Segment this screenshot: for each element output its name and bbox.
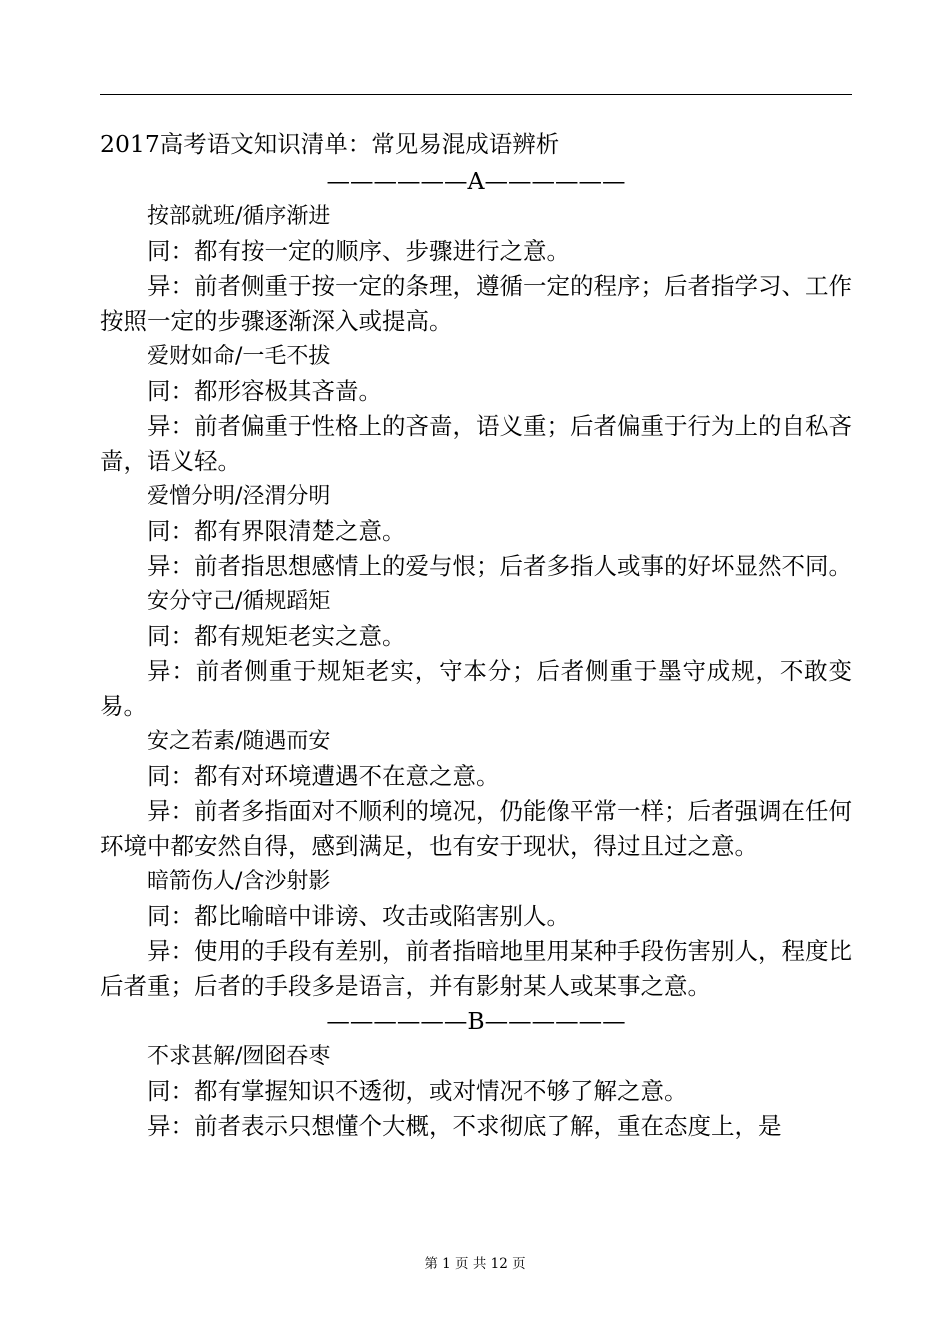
diff-label: 异： (147, 412, 194, 440)
diff-paragraph (100, 654, 852, 724)
same-paragraph (100, 514, 852, 549)
entry-heading: 爱财如命/一毛不拔 (147, 344, 331, 369)
entry (100, 479, 852, 584)
same-text: 都比喻暗中诽谤、攻击或陷害别人。 (194, 902, 570, 930)
entry (100, 199, 852, 339)
entry-heading: 按部就班/循序渐进 (147, 204, 331, 229)
diff-text: 前者侧重于按一定的条理，遵循一定的程序；后者指学习、工作按照一定的步骤逐渐深入或提高。 (100, 272, 852, 335)
entry-heading: 安分守己/循规蹈矩 (147, 589, 331, 614)
diff-text: 前者偏重于性格上的吝啬，语义重；后者偏重于行为上的自私吝啬，语义轻。 (100, 412, 852, 475)
same-label: 同： (147, 622, 194, 650)
document-body (100, 124, 852, 1144)
same-paragraph (100, 899, 852, 934)
entry (100, 339, 852, 479)
same-paragraph (100, 759, 852, 794)
section-divider-a: ——————A—————— (326, 167, 626, 195)
page-footer: 第 1 页 共 12 页 (424, 1256, 526, 1272)
diff-text: 前者多指面对不顺利的境况，仍能像平常一样；后者强调在任何环境中都安然自得，感到满足，也有安于现状，得过且过之意。 (100, 797, 852, 860)
diff-paragraph (100, 549, 852, 584)
entry-heading: 不求甚解/囫囵吞枣 (147, 1044, 331, 1069)
section-divider-b: ——————B—————— (326, 1007, 626, 1035)
same-text: 都有对环境遭遇不在意之意。 (194, 762, 500, 790)
entry-heading: 安之若素/随遇而安 (147, 729, 331, 754)
header-rule (100, 94, 852, 95)
same-paragraph (100, 234, 852, 269)
entry (100, 584, 852, 724)
diff-paragraph (100, 934, 852, 1004)
same-paragraph (100, 619, 852, 654)
diff-label: 异： (147, 552, 194, 580)
same-label: 同： (147, 762, 194, 790)
page-title: 2017高考语文知识清单：常见易混成语辨析 (100, 130, 560, 158)
same-label: 同： (147, 517, 194, 545)
same-paragraph (100, 374, 852, 409)
diff-paragraph (100, 794, 852, 864)
same-label: 同： (147, 377, 194, 405)
diff-paragraph (100, 1109, 852, 1144)
entry (100, 864, 852, 1004)
entry (100, 1039, 852, 1144)
diff-text: 使用的手段有差别，前者指暗地里用某种手段伤害别人，程度比后者重；后者的手段多是语言，并有影射某人或某事之意。 (100, 937, 852, 1000)
diff-paragraph (100, 269, 852, 339)
diff-label: 异： (147, 937, 194, 965)
diff-paragraph (100, 409, 852, 479)
entry (100, 724, 852, 864)
same-text: 都形容极其吝啬。 (194, 377, 382, 405)
same-text: 都有按一定的顺序、步骤进行之意。 (194, 237, 570, 265)
entry-heading: 爱憎分明/泾渭分明 (147, 484, 331, 509)
diff-label: 异： (147, 272, 194, 300)
diff-text: 前者指思想感情上的爱与恨；后者多指人或事的好坏显然不同。 (194, 552, 852, 580)
diff-label: 异： (147, 657, 196, 685)
same-paragraph (100, 1074, 852, 1109)
diff-label: 异： (147, 797, 194, 825)
same-text: 都有掌握知识不透彻，或对情况不够了解之意。 (194, 1077, 688, 1105)
diff-text: 前者侧重于规矩老实，守本分；后者侧重于墨守成规，不敢变易。 (100, 657, 853, 720)
same-text: 都有界限清楚之意。 (194, 517, 406, 545)
diff-text: 前者表示只想懂个大概，不求彻底了解，重在态度上，是 (194, 1112, 782, 1140)
same-label: 同： (147, 237, 194, 265)
entry-heading: 暗箭伤人/含沙射影 (147, 869, 331, 894)
same-text: 都有规矩老实之意。 (194, 622, 406, 650)
same-label: 同： (147, 1077, 194, 1105)
same-label: 同： (147, 902, 194, 930)
diff-label: 异： (147, 1112, 194, 1140)
